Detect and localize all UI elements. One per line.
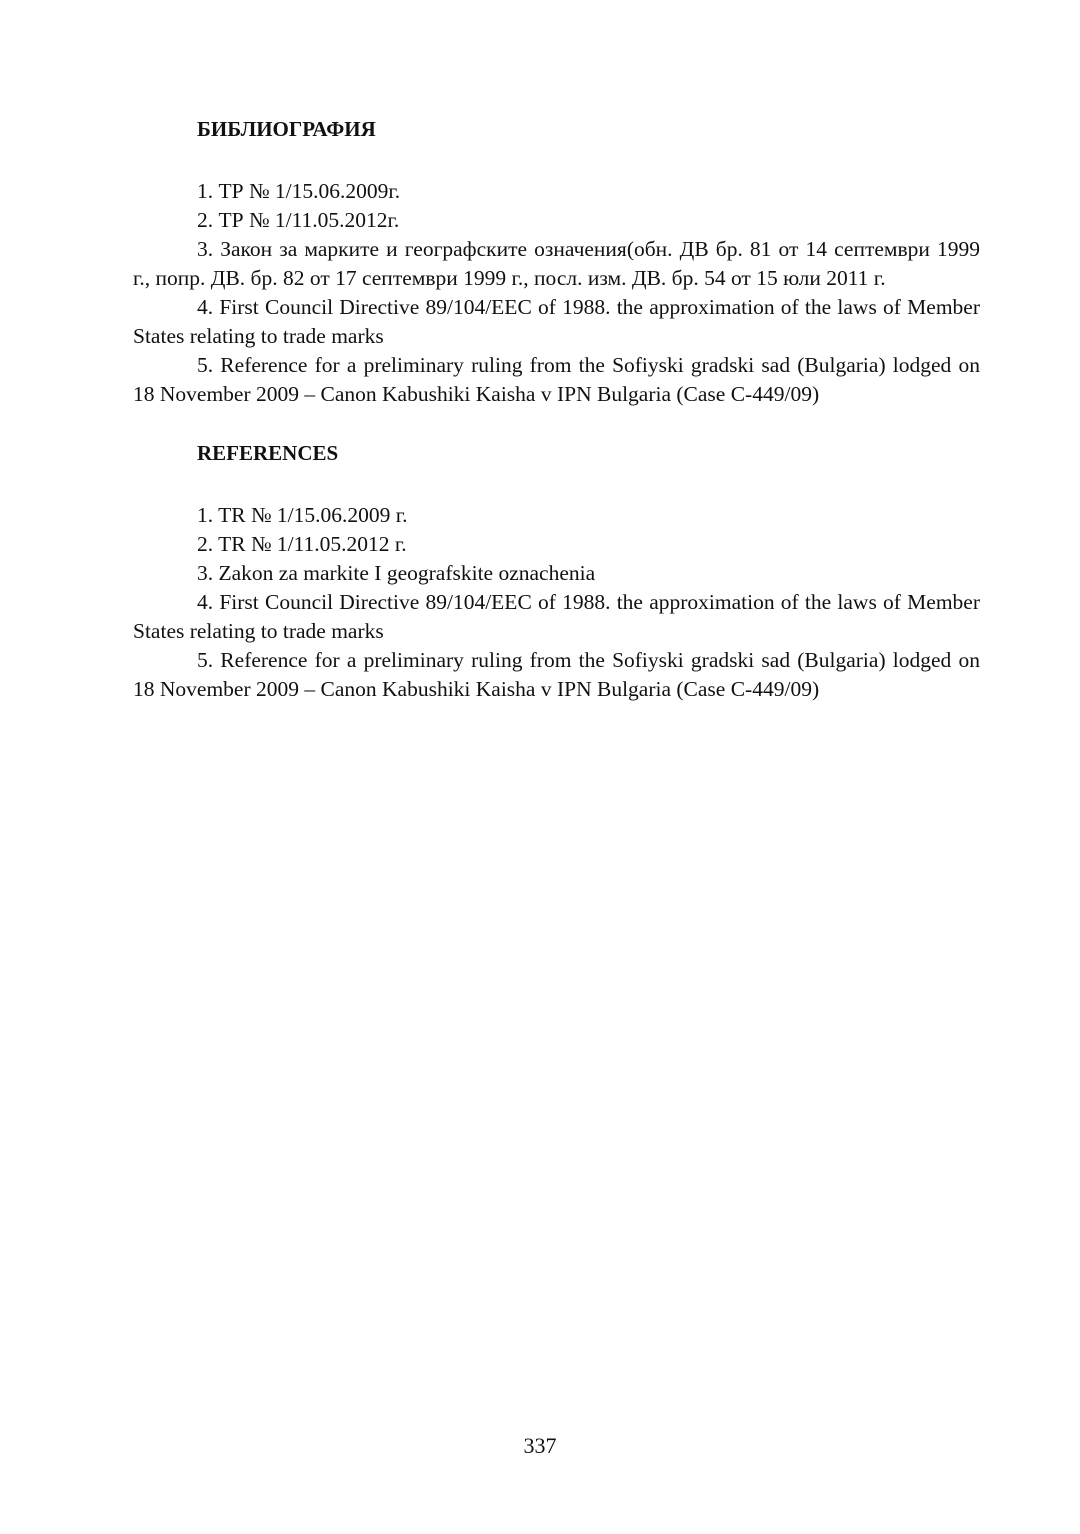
page-number: 337 [523,1433,557,1458]
references-item-2: 2. TR № 1/11.05.2012 г. [197,532,407,556]
references-list [133,501,980,704]
bibliography-heading: БИБЛИОГРАФИЯ [197,117,376,141]
references-item-3: 3. Zakon za markite I geografskite oznachenia [197,561,596,585]
bibliography-item-3: 3. Закон за марките и географските означения(обн. ДВ бр. 81 от 14 септември 1999 г., попр. ДВ. бр. 82 от 17 септември 1999 г., посл. изм. ДВ. бр. 54 от 15 юли 2011 г. [133,237,980,290]
bibliography-item-4: 4. First Council Directive 89/104/EEC of 1988. the approximation of the laws of Member States relating to trade marks [133,295,980,348]
bibliography-item-2: 2. ТР № 1/11.05.2012г. [197,208,400,232]
references-item-4: 4. First Council Directive 89/104/EEC of 1988. the approximation of the laws of Member States relating to trade marks [133,590,980,643]
references-item-1: 1. TR № 1/15.06.2009 г. [197,503,408,527]
references-heading: REFERENCES [197,441,339,465]
page-content [133,115,980,704]
references-section [133,439,980,704]
bibliography-list [133,177,980,409]
bibliography-section [133,115,980,409]
bibliography-item-5: 5. Reference for a preliminary ruling from the Sofiyski gradski sad (Bulgaria) lodged on 18 November 2009 – Canon Kabushiki Kaisha v IPN Bulgaria (Case C-449/09) [133,353,980,406]
references-item-5: 5. Reference for a preliminary ruling from the Sofiyski gradski sad (Bulgaria) lodged on 18 November 2009 – Canon Kabushiki Kaisha v IPN Bulgaria (Case C-449/09) [133,648,980,701]
bibliography-item-1: 1. ТР № 1/15.06.2009г. [197,179,401,203]
